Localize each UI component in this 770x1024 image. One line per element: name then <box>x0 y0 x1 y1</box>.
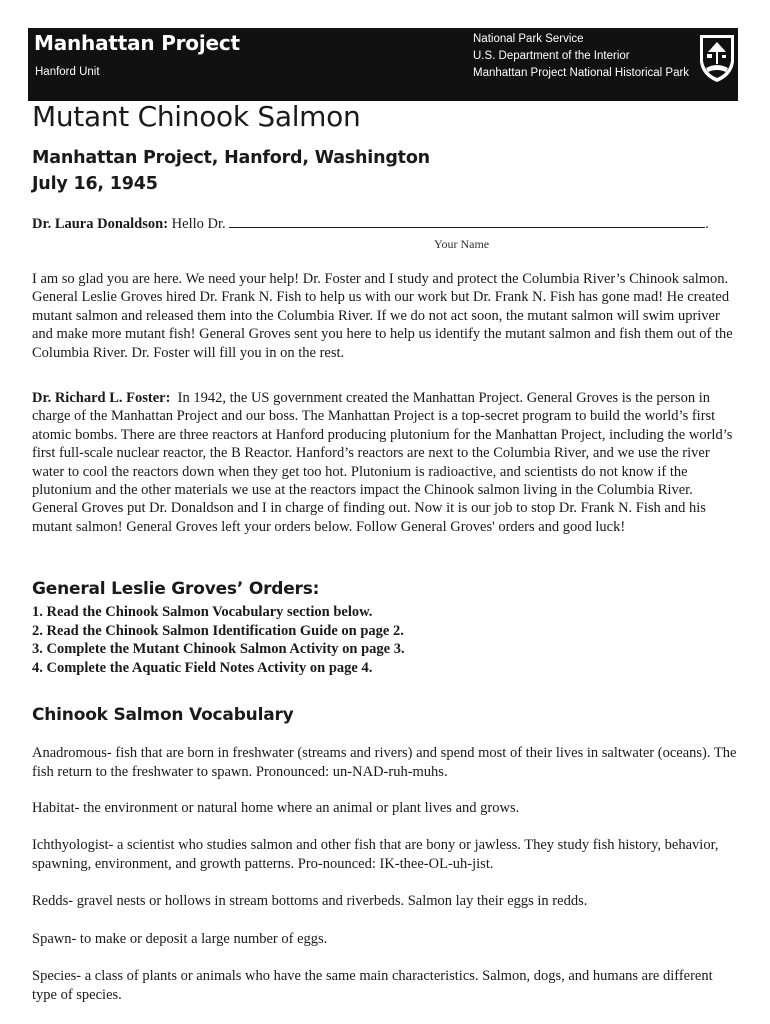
subtitle-date: July 16, 1945 <box>32 174 158 194</box>
vocab-entry: Anadromous- fish that are born in freshwater (streams and rivers) and spend most of their lives in saltwater (oceans). The fish return to the freshwater to spawn. Pronounced: un-NAD-ruh-muhs. <box>32 745 737 780</box>
greeting-period: . <box>705 216 709 232</box>
orders-heading: General Leslie Groves’ Orders: <box>32 579 320 599</box>
greeting-speaker: Dr. Laura Donaldson: <box>32 216 169 232</box>
header-agency-block <box>473 31 689 82</box>
vocabulary-heading: Chinook Salmon Vocabulary <box>32 705 294 725</box>
list-item: 3. Complete the Mutant Chinook Salmon Activity on page 3. <box>32 641 405 658</box>
greeting-text: Hello Dr. <box>171 216 226 232</box>
vocab-entry: Ichthyologist- a scientist who studies salmon and other fish that are bony or jawless. They study fish history, behavior, spawning, environment, and growth patterns. Pro-nounced: IK-thee-OL-uh-jist. <box>32 837 719 872</box>
vocab-entry: Spawn- to make or deposit a large number of eggs. <box>32 931 328 947</box>
header-unit: Hanford Unit <box>35 66 100 78</box>
subtitle-location: Manhattan Project, Hanford, Washington <box>32 148 430 168</box>
intro-paragraph: I am so glad you are here. We need your help! Dr. Foster and I study and protect the Columbia River’s Chinook salmon. General Leslie Groves hired Dr. Frank N. Fish to help us with our work but Dr. Frank N. Fish has gone mad! He created mutant salmon and released them into the Columbia River. If we do not act soon, the mutant salmon will swim upriver and make more mutant fish! General Groves sent you here to help us identify the mutant salmon and fish them out of the Columbia River. Dr. Foster will fill you in on the rest. <box>32 271 733 361</box>
nps-arrowhead-icon <box>696 32 738 84</box>
list-item: 4. Complete the Aquatic Field Notes Activity on page 4. <box>32 659 373 676</box>
foster-paragraph <box>32 389 738 536</box>
foster-text: In 1942, the US government created the Manhattan Project. General Groves is the person in charge of the Manhattan Project and our boss. The Manhattan Project is a top-secret program to build the world’s first atomic bombs. There are three reactors at Hanford producing plutonium for the Manhattan Project, including the world’s first full-scale nuclear reactor, the B Reactor. Hanford’s reactors are next to the Columbia River, and we use the river water to cool the reactors down when they get too hot. Plutonium is radioactive, and scientists do not know if the plutonium and the other materials we use at the reactors impact the Chinook salmon living in the Columbia River. General Groves put Dr. Donaldson and I in charge of finding out. Now it is our job to stop Dr. Frank N. Fish and his mutant salmon! General Groves left your orders below. Follow General Groves' orders and good luck! <box>32 390 733 535</box>
vocab-entry: Habitat- the environment or natural home where an animal or plant lives and grows. <box>32 800 520 816</box>
name-blank-line[interactable] <box>229 215 705 228</box>
foster-speaker: Dr. Richard L. Foster: <box>32 390 171 406</box>
greeting-line <box>32 215 738 233</box>
header-title: Manhattan Project <box>34 31 240 55</box>
vocab-entry: Species- a class of plants or animals who have the same main characteristics. Salmon, dogs, and humans are different type of species. <box>32 968 713 1003</box>
header-agency: National Park Service <box>473 33 584 45</box>
document-title: Mutant Chinook Salmon <box>32 100 361 133</box>
nps-header-band <box>28 28 738 101</box>
orders-list <box>32 603 405 677</box>
list-item: 1. Read the Chinook Salmon Vocabulary section below. <box>32 604 373 620</box>
name-caption: Your Name <box>434 237 490 251</box>
vocab-entry: Redds- gravel nests or hollows in stream bottoms and riverbeds. Salmon lay their eggs in redds. <box>32 893 588 909</box>
list-item: 2. Read the Chinook Salmon Identification Guide on page 2. <box>32 622 404 639</box>
header-department: U.S. Department of the Interior <box>473 50 630 62</box>
header-park: Manhattan Project National Historical Park <box>473 67 690 79</box>
